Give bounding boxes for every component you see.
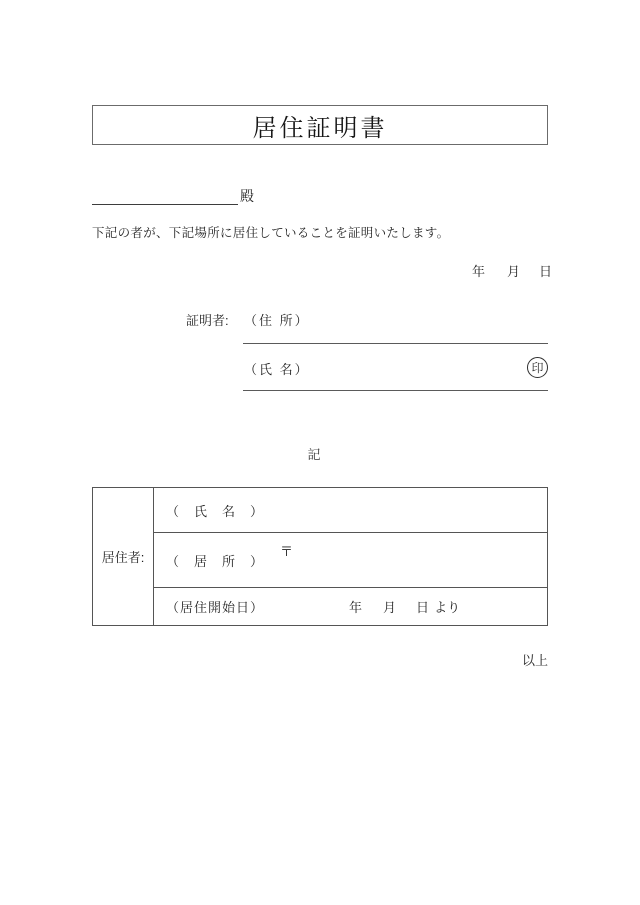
- seal-character: 印: [531, 361, 544, 375]
- recipient-honorific: 殿: [240, 188, 254, 204]
- start-suffix-label: より: [434, 600, 461, 615]
- table-row-address: [154, 533, 547, 588]
- start-month-label: 月: [383, 600, 397, 615]
- issue-date-line: [0, 261, 552, 280]
- recipient-name-blank: [92, 188, 238, 205]
- start-year-label: 年: [349, 600, 363, 615]
- section-heading-ki: 記: [307, 447, 321, 462]
- start-day-label: 日: [416, 600, 430, 615]
- certifier-address-blank-line: [243, 343, 548, 344]
- date-month-label: 月: [506, 264, 520, 279]
- certifier-name-blank-line: [243, 390, 548, 391]
- certification-statement: 下記の者が、下記場所に居住していることを証明いたします。: [92, 226, 450, 240]
- resident-table-rows: [154, 488, 547, 625]
- closing-word: 以上: [521, 653, 548, 668]
- resident-info-table: [92, 487, 548, 626]
- certifier-label: 証明者:: [186, 313, 229, 328]
- resident-name-label: （ 氏 名 ）: [166, 503, 265, 519]
- resident-label: 居住者:: [101, 550, 145, 565]
- certifier-name-label: （氏 名）: [244, 362, 310, 377]
- residence-start-label: （居住開始日）: [166, 600, 265, 615]
- recipient-line: [92, 188, 254, 205]
- date-year-label: 年: [471, 264, 485, 279]
- seal-stamp-icon: [527, 357, 548, 378]
- resident-address-label: （ 居 所 ）: [166, 553, 265, 569]
- table-row-name: [154, 488, 547, 533]
- document-title-box: [92, 105, 548, 145]
- date-day-label: 日: [538, 264, 552, 279]
- resident-row-label-cell: [93, 488, 154, 625]
- certifier-address-label: （住 所）: [244, 313, 310, 328]
- postal-mark-symbol: 〒: [280, 543, 294, 559]
- table-row-start-date: [154, 588, 547, 625]
- document-title: 居住証明書: [252, 114, 388, 142]
